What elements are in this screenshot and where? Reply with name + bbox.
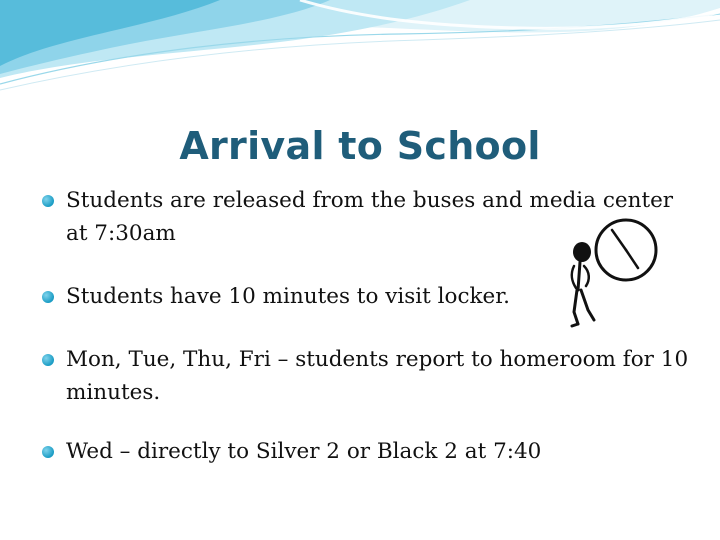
person-looking-at-clock-icon: [560, 216, 660, 330]
slide-title: Arrival to School: [179, 124, 541, 168]
bullet-dot-icon: [42, 195, 54, 207]
bullet-text: Mon, Tue, Thu, Fri – students report to homeroom for 10 minutes.: [66, 347, 689, 405]
bullet-dot-icon: [42, 354, 54, 366]
header-wave-decoration: [0, 0, 720, 110]
bullet-text: Students are released from the buses and media center at 7:30am: [66, 188, 674, 246]
bullet-text: Wed – directly to Silver 2 or Black 2 at 7:40: [66, 439, 542, 464]
bullet-item: [40, 435, 690, 468]
bullet-dot-icon: [42, 291, 54, 303]
bullet-item: [40, 343, 690, 409]
bullet-dot-icon: [42, 446, 54, 458]
bullet-text: Students have 10 minutes to visit locker.: [66, 284, 510, 309]
